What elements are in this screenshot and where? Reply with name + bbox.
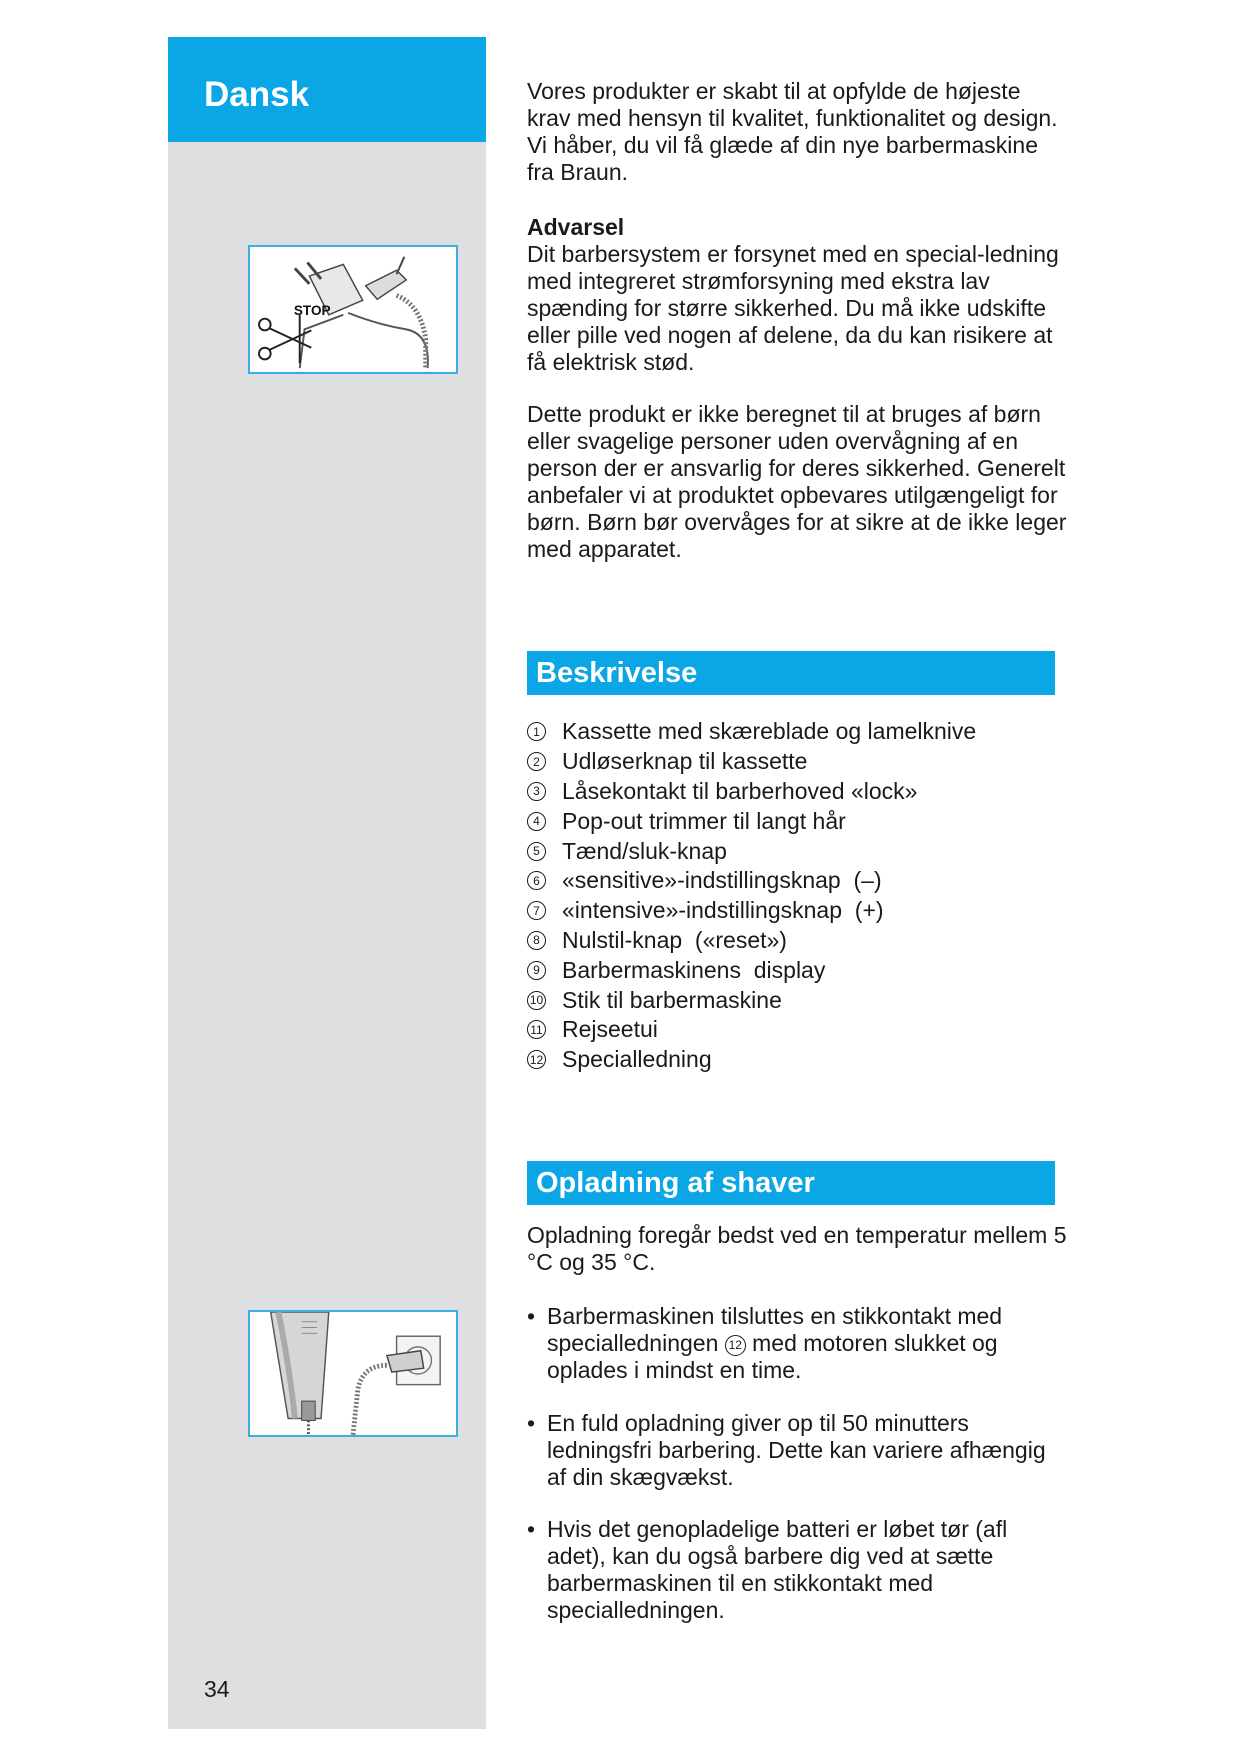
item-label: «sensitive»-indstillingsknap (–) — [562, 867, 882, 894]
item-reference-number: 12 — [725, 1335, 746, 1356]
list-item — [527, 926, 1067, 956]
parts-list — [527, 717, 1067, 1075]
warning-heading: Advarsel — [527, 214, 625, 240]
list-item — [527, 1015, 1067, 1045]
item-label: Barbermaskinens display — [562, 956, 826, 983]
item-number: 11 — [527, 1020, 546, 1039]
intro-paragraph: Vores produkter er skabt til at opfylde de højeste krav med hensyn til kvalitet, funktionalitet og design. Vi håber, du vil få glæde af din nye barbermaskine fra Braun. — [527, 78, 1058, 185]
item-number: 12 — [527, 1050, 546, 1069]
item-number: 1 — [527, 722, 546, 741]
children-warning-paragraph: Dette produkt er ikke beregnet til at bruges af børn eller svagelige personer uden overvågning af en person der er ansvarlig for deres sikkerhed. Generelt anbefaler vi at produktet opbevares utilgængeligt for børn. Børn bør overvåges for at sikre at de ikke leger med apparatet. — [527, 401, 1067, 562]
bullet-text: med motoren slukket og oplades i mindst en time. — [547, 1330, 998, 1383]
illustration-cord-warning — [248, 245, 458, 374]
list-item — [527, 985, 1067, 1015]
list-item — [527, 777, 1067, 807]
shaver-wall-socket-icon — [250, 1312, 456, 1435]
item-number: 7 — [527, 901, 546, 920]
section-title-description: Beskrivelse — [536, 657, 698, 689]
plug-cord-icon — [250, 247, 456, 372]
charging-bullet-3: • Hvis det genopladelige batteri er løbet tør (afl adet), kan du også barbere dig ved at sætte barbermaskinen til en stikkontakt med specialledningen. — [527, 1516, 1067, 1624]
item-label: Kassette med skæreblade og lamelknive — [562, 718, 977, 745]
list-item — [527, 836, 1067, 866]
stop-label: STOP — [293, 302, 331, 318]
item-number: 3 — [527, 782, 546, 801]
item-label: Nulstil-knap («reset») — [562, 926, 787, 953]
item-label: Tænd/sluk-knap — [562, 837, 727, 864]
list-item — [527, 806, 1067, 836]
item-number: 2 — [527, 752, 546, 771]
list-item — [527, 955, 1067, 985]
bullet-text: Barbermaskinen tilsluttes en stikkontakt med specialledningen — [547, 1303, 1003, 1356]
item-label: Udløserknap til kassette — [562, 748, 808, 775]
list-item — [527, 747, 1067, 777]
item-number: 8 — [527, 931, 546, 950]
item-label: «intensive»-indstillingsknap (+) — [562, 897, 884, 924]
item-number: 4 — [527, 812, 546, 831]
charging-bullet-2: • En fuld opladning giver op til 50 minutters ledningsfri barbering. Dette kan variere afhængig af din skægvækst. — [527, 1410, 1067, 1491]
page-number: 34 — [204, 1676, 230, 1702]
language-header — [168, 37, 486, 142]
item-label: Låsekontakt til barberhoved «lock» — [562, 777, 918, 804]
item-label: Specialledning — [562, 1046, 712, 1073]
list-item — [527, 866, 1067, 896]
illustration-charging — [248, 1310, 458, 1437]
list-item — [527, 1045, 1067, 1075]
charging-intro: Opladning foregår bedst ved en temperatur mellem 5 °C og 35 °C. — [527, 1222, 1067, 1275]
item-number: 6 — [527, 871, 546, 890]
warning-text: Dit barbersystem er forsynet med en special-ledning med integreret strømforsyning med ekstra lav spænding for større sikkerhed. Du må ikke udskifte eller pille ved nogen af delene, da du kan risikere at få elektrisk stød. — [527, 241, 1059, 375]
charging-bullet-1 — [527, 1303, 1067, 1384]
language-title: Dansk — [204, 75, 310, 114]
item-label: Stik til barbermaskine — [562, 986, 782, 1013]
list-item — [527, 896, 1067, 926]
item-label: Rejseetui — [562, 1016, 658, 1043]
section-header-charging — [527, 1161, 1055, 1205]
section-header-description — [527, 651, 1055, 695]
item-label: Pop-out trimmer til langt hår — [562, 807, 846, 834]
item-number: 10 — [527, 991, 546, 1010]
warning-block — [527, 214, 1067, 376]
list-item — [527, 717, 1067, 747]
section-title-charging: Opladning af shaver — [536, 1167, 815, 1199]
item-number: 5 — [527, 842, 546, 861]
item-number: 9 — [527, 961, 546, 980]
